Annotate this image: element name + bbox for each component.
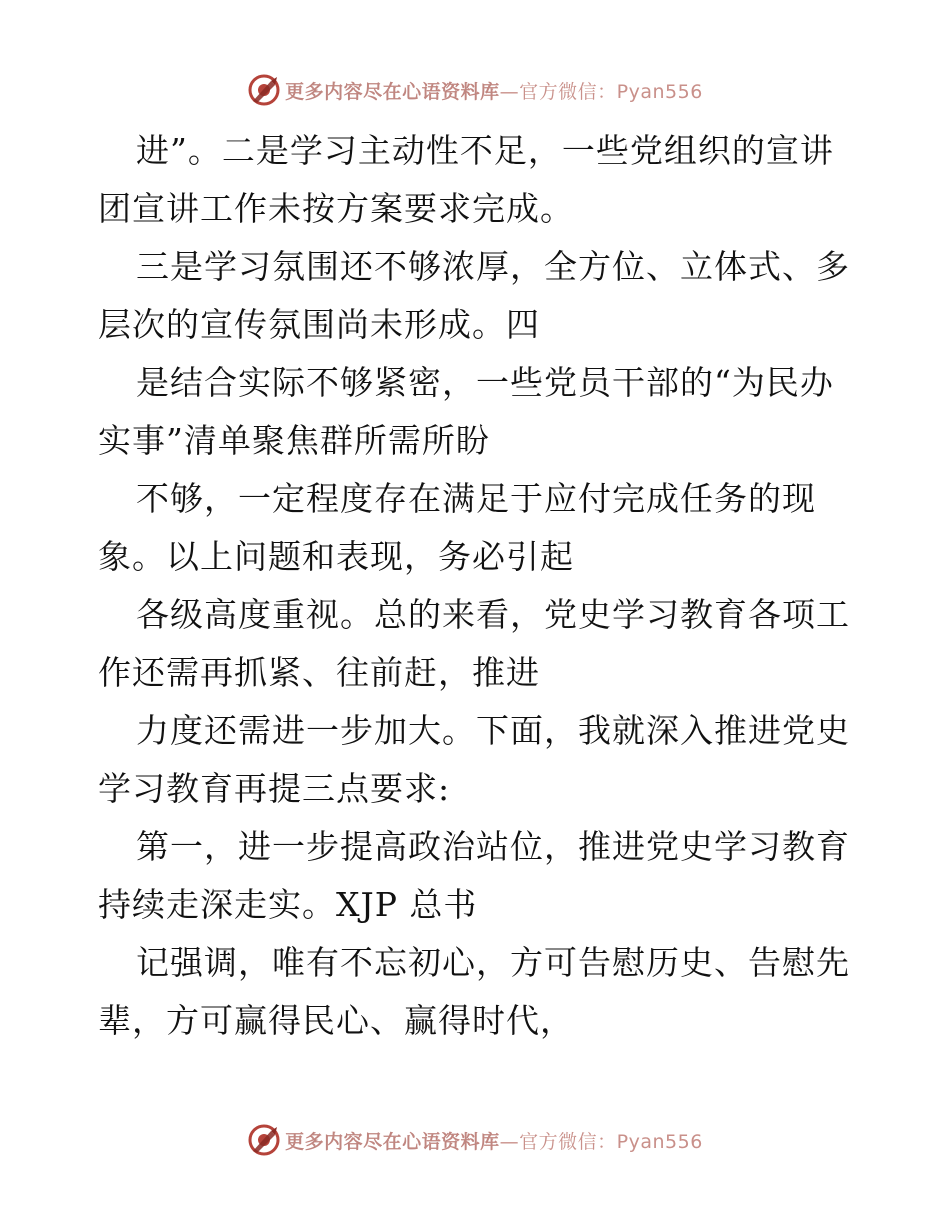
text-line: 层次的宣传氛围尚未形成。四	[98, 305, 540, 344]
text-line: 进”。二是学习主动性不足，一些党组织的宣讲	[136, 131, 834, 170]
text-line: 不够，一定程度存在满足于应付完成任务的现	[136, 479, 816, 518]
text-line: 第一，进一步提高政治站位，推进党史学习教育	[136, 827, 850, 866]
text-line: 记强调，唯有不忘初心，方可告慰历史、告慰先	[136, 943, 850, 982]
text-line: 是结合实际不够紧密，一些党员干部的“为民办	[136, 363, 834, 402]
text-line: 学习教育再提三点要求:	[98, 769, 451, 808]
text-line: 实事”清单聚焦群所需所盼	[98, 421, 490, 460]
text-line: 象。以上问题和表现，务必引起	[98, 537, 574, 576]
banner-main-text: 更多内容尽在心语资料库	[285, 1130, 500, 1153]
footer-banner	[0, 1120, 950, 1160]
text-line: 三是学习氛围还不够浓厚，全方位、立体式、多	[136, 247, 850, 286]
banner-wechat-text: 官方微信：Pyan556	[519, 80, 703, 103]
text-line: 团宣讲工作未按方案要求完成。	[98, 189, 574, 228]
banner-dash: —	[499, 80, 520, 103]
header-banner	[0, 70, 950, 110]
banner-main-text: 更多内容尽在心语资料库	[285, 80, 500, 103]
logo-icon	[247, 1123, 281, 1157]
text-line: 力度还需进一步加大。下面，我就深入推进党史	[136, 711, 850, 750]
banner-text	[285, 77, 703, 104]
text-line: 辈，方可赢得民心、赢得时代，	[98, 1001, 574, 1040]
text-line: 各级高度重视。总的来看，党史学习教育各项工	[136, 595, 850, 634]
text-line: 持续走深走实。XJP 总书	[98, 885, 478, 924]
logo-icon	[247, 73, 281, 107]
text-line: 作还需再抓紧、往前赶，推进	[98, 653, 540, 692]
banner-wechat-text: 官方微信：Pyan556	[519, 1130, 703, 1153]
banner-dash: —	[499, 1130, 520, 1153]
banner-text	[285, 1127, 703, 1154]
document-body	[98, 122, 858, 1050]
